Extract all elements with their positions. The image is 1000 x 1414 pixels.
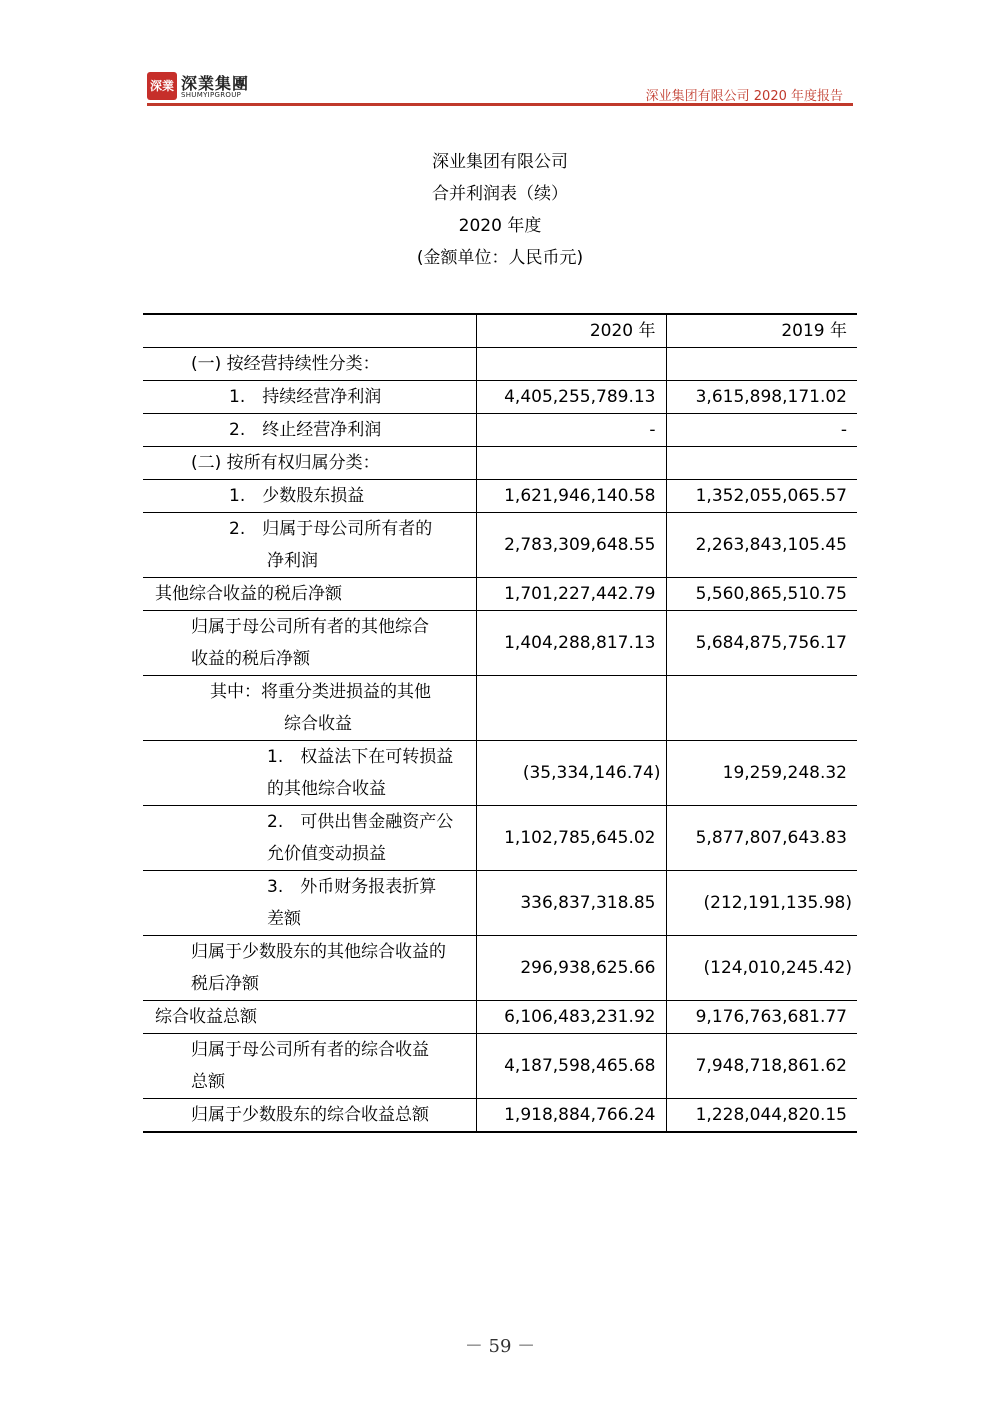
row-label-line2: 总额 — [191, 1072, 225, 1092]
value-2020: 1,102,785,645.02 — [476, 806, 666, 871]
value-2019: 5,684,875,756.17 — [666, 611, 857, 676]
report-header-title: 深业集团有限公司 2020 年度报告 — [645, 89, 843, 104]
value-2019 — [666, 447, 857, 480]
value-2019: 1,228,044,820.15 — [666, 1099, 857, 1133]
currency-unit: (金额单位：人民币元) — [416, 248, 584, 268]
value-2020: 1,918,884,766.24 — [476, 1099, 666, 1133]
row-label — [143, 936, 476, 1001]
logo-chinese-name: 深業集團 — [181, 74, 250, 93]
value-2019: 5,877,807,643.83 — [666, 806, 857, 871]
table-row — [143, 1034, 857, 1099]
header-2019: 2019 年 — [666, 314, 857, 348]
table-row — [143, 513, 857, 578]
table-row — [143, 447, 857, 480]
row-label-line1: 3. 外币财务报表折算 — [267, 877, 437, 897]
row-label-line2: 净利润 — [267, 551, 318, 571]
row-label-line1: 2. 归属于母公司所有者的 — [229, 519, 433, 539]
value-2020: 336,837,318.85 — [476, 871, 666, 936]
value-2019: 19,259,248.32 — [666, 741, 857, 806]
row-label: (二) 按所有权归属分类： — [143, 447, 476, 480]
statement-period: 2020 年度 — [458, 216, 542, 236]
row-label-line1: 归属于少数股东的其他综合收益的 — [191, 942, 446, 962]
value-2019: (212,191,135.98) — [666, 871, 857, 936]
value-2020: 1,621,946,140.58 — [476, 480, 666, 513]
row-label — [143, 611, 476, 676]
row-label-line2: 的其他综合收益 — [267, 779, 386, 799]
table-row — [143, 381, 857, 414]
row-label: 2. 终止经营净利润 — [143, 414, 476, 447]
row-label-line2: 税后净额 — [191, 974, 259, 994]
value-2020: 6,106,483,231.92 — [476, 1001, 666, 1034]
row-label-line1: 2. 可供出售金融资产公 — [267, 812, 454, 832]
statement-name: 合并利润表（续） — [432, 184, 568, 204]
row-label: 1. 少数股东损益 — [143, 480, 476, 513]
table-row — [143, 806, 857, 871]
row-label: 1. 持续经营净利润 — [143, 381, 476, 414]
value-2019: 3,615,898,171.02 — [666, 381, 857, 414]
value-2020: 1,404,288,817.13 — [476, 611, 666, 676]
page-number: － 59 － — [464, 1336, 536, 1357]
table-row — [143, 1099, 857, 1133]
value-2020: 2,783,309,648.55 — [476, 513, 666, 578]
income-statement-table — [143, 313, 857, 1133]
table-header-row — [143, 314, 857, 348]
table-row — [143, 676, 857, 741]
table-row — [143, 480, 857, 513]
value-2020 — [476, 447, 666, 480]
table-row — [143, 611, 857, 676]
value-2019: - — [666, 414, 857, 447]
logo-seal: 深業 — [147, 72, 177, 100]
row-label-line1: 归属于母公司所有者的综合收益 — [191, 1040, 429, 1060]
row-label — [143, 871, 476, 936]
table-row — [143, 414, 857, 447]
value-2019: (124,010,245.42) — [666, 936, 857, 1001]
row-label: (一) 按经营持续性分类： — [143, 348, 476, 381]
header-2020: 2020 年 — [476, 314, 666, 348]
row-label — [143, 513, 476, 578]
value-2020: 4,405,255,789.13 — [476, 381, 666, 414]
row-label: 综合收益总额 — [143, 1001, 476, 1034]
row-label-line1: 1. 权益法下在可转损益 — [267, 747, 454, 767]
header-label-cell — [143, 314, 476, 348]
row-label — [143, 741, 476, 806]
value-2020: (35,334,146.74) — [476, 741, 666, 806]
row-label-line2: 允价值变动损益 — [267, 844, 386, 864]
row-label-line1: 归属于母公司所有者的其他综合 — [191, 617, 429, 637]
table-row — [143, 741, 857, 806]
value-2019: 7,948,718,861.62 — [666, 1034, 857, 1099]
value-2020 — [476, 348, 666, 381]
row-label-line1: 其中：将重分类进损益的其他 — [210, 682, 431, 702]
value-2019: 1,352,055,065.57 — [666, 480, 857, 513]
row-label-line2: 差额 — [267, 909, 301, 929]
value-2020: - — [476, 414, 666, 447]
company-logo — [147, 72, 257, 102]
row-label — [143, 676, 476, 741]
row-label — [143, 1034, 476, 1099]
row-label — [143, 806, 476, 871]
row-label-line2: 收益的税后净额 — [191, 649, 310, 669]
table-row — [143, 1001, 857, 1034]
company-name: 深业集团有限公司 — [432, 152, 568, 172]
value-2019: 2,263,843,105.45 — [666, 513, 857, 578]
table-row — [143, 578, 857, 611]
value-2020: 1,701,227,442.79 — [476, 578, 666, 611]
value-2020: 4,187,598,465.68 — [476, 1034, 666, 1099]
value-2019 — [666, 676, 857, 741]
table-row — [143, 871, 857, 936]
table-row — [143, 936, 857, 1001]
header-divider — [147, 103, 853, 106]
value-2020 — [476, 676, 666, 741]
table-row — [143, 348, 857, 381]
row-label: 其他综合收益的税后净额 — [143, 578, 476, 611]
row-label: 归属于少数股东的综合收益总额 — [143, 1099, 476, 1133]
value-2020: 296,938,625.66 — [476, 936, 666, 1001]
row-label-line2: 综合收益 — [284, 714, 352, 734]
logo-english-name: SHUMYIPGROUP — [181, 91, 242, 99]
value-2019: 9,176,763,681.77 — [666, 1001, 857, 1034]
statement-title-block — [0, 146, 1000, 274]
value-2019: 5,560,865,510.75 — [666, 578, 857, 611]
value-2019 — [666, 348, 857, 381]
